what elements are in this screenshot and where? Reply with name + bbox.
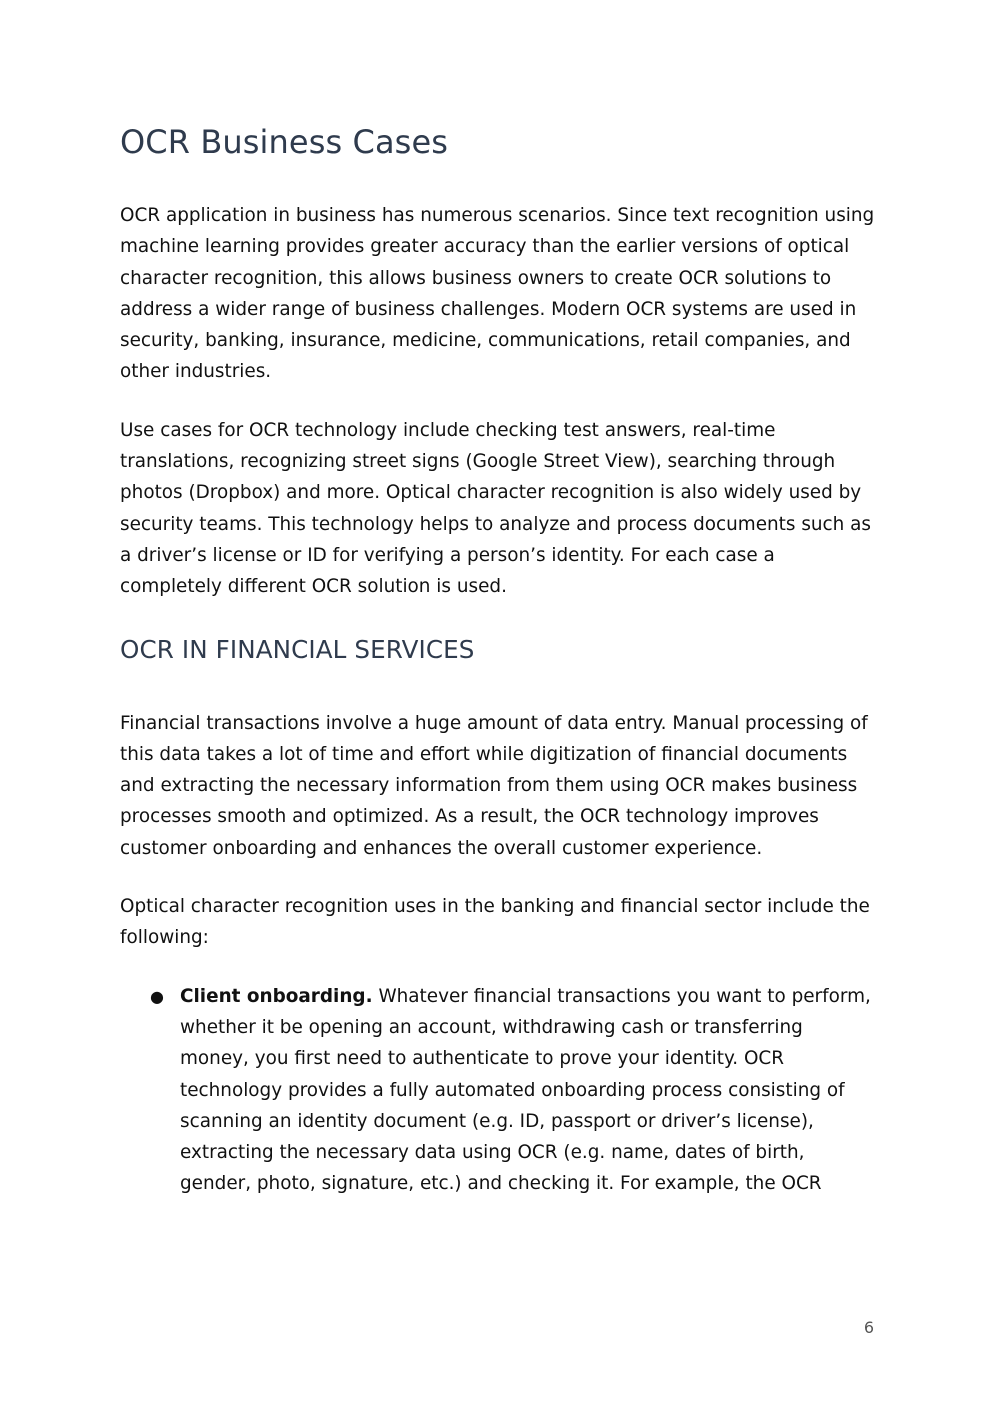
page-content (120, 118, 876, 1200)
section-heading: OCR IN FINANCIAL SERVICES (120, 634, 475, 664)
bullet-icon: ● (150, 986, 164, 1006)
intro-paragraph-2: Use cases for OCR technology include checking test answers, real-time translations, recognizing street signs (Google Street View), searching through photos (Dropbox) and more. Optical character recognition is also widely used by security teams. This technology helps to analyze and process documents such as a driver’s license or ID for verifying a person’s identity. For each case a completely different OCR solution is used. (120, 419, 872, 598)
list-item (120, 981, 876, 1200)
section-paragraph-2: Optical character recognition uses in the banking and financial sector include the following: (120, 896, 870, 949)
section-paragraph-1: Financial transactions involve a huge amount of data entry. Manual processing of this data takes a lot of time and effort while digitization of financial documents and extracting the necessary information from them using OCR makes business processes smooth and optimized. As a result, the OCR technology improves customer onboarding and enhances the overall customer experience. (120, 712, 868, 859)
bullet-text: Whatever financial transactions you want to perform, whether it be opening an account, withdrawing cash or transferring money, you first need to authenticate to prove your identity. OCR technology provides a fully automated onboarding process consisting of scanning an identity document (e.g. ID, passport or driver’s license), extracting the necessary data using OCR (e.g. name, dates of birth, gender, photo, signature, etc.) and checking it. For example, the OCR (180, 985, 871, 1195)
bullet-lead: Client onboarding. (180, 985, 373, 1007)
bullet-list (120, 981, 876, 1200)
page-number: 6 (863, 1318, 874, 1337)
intro-paragraph-1: OCR application in business has numerous scenarios. Since text recognition using machine learning provides greater accuracy than the earlier versions of optical character recognition, this allows business owners to create OCR solutions to address a wider range of business challenges. Modern OCR systems are used in security, banking, insurance, medicine, communications, retail companies, and other industries. (120, 205, 875, 383)
page-title: OCR Business Cases (120, 123, 449, 161)
